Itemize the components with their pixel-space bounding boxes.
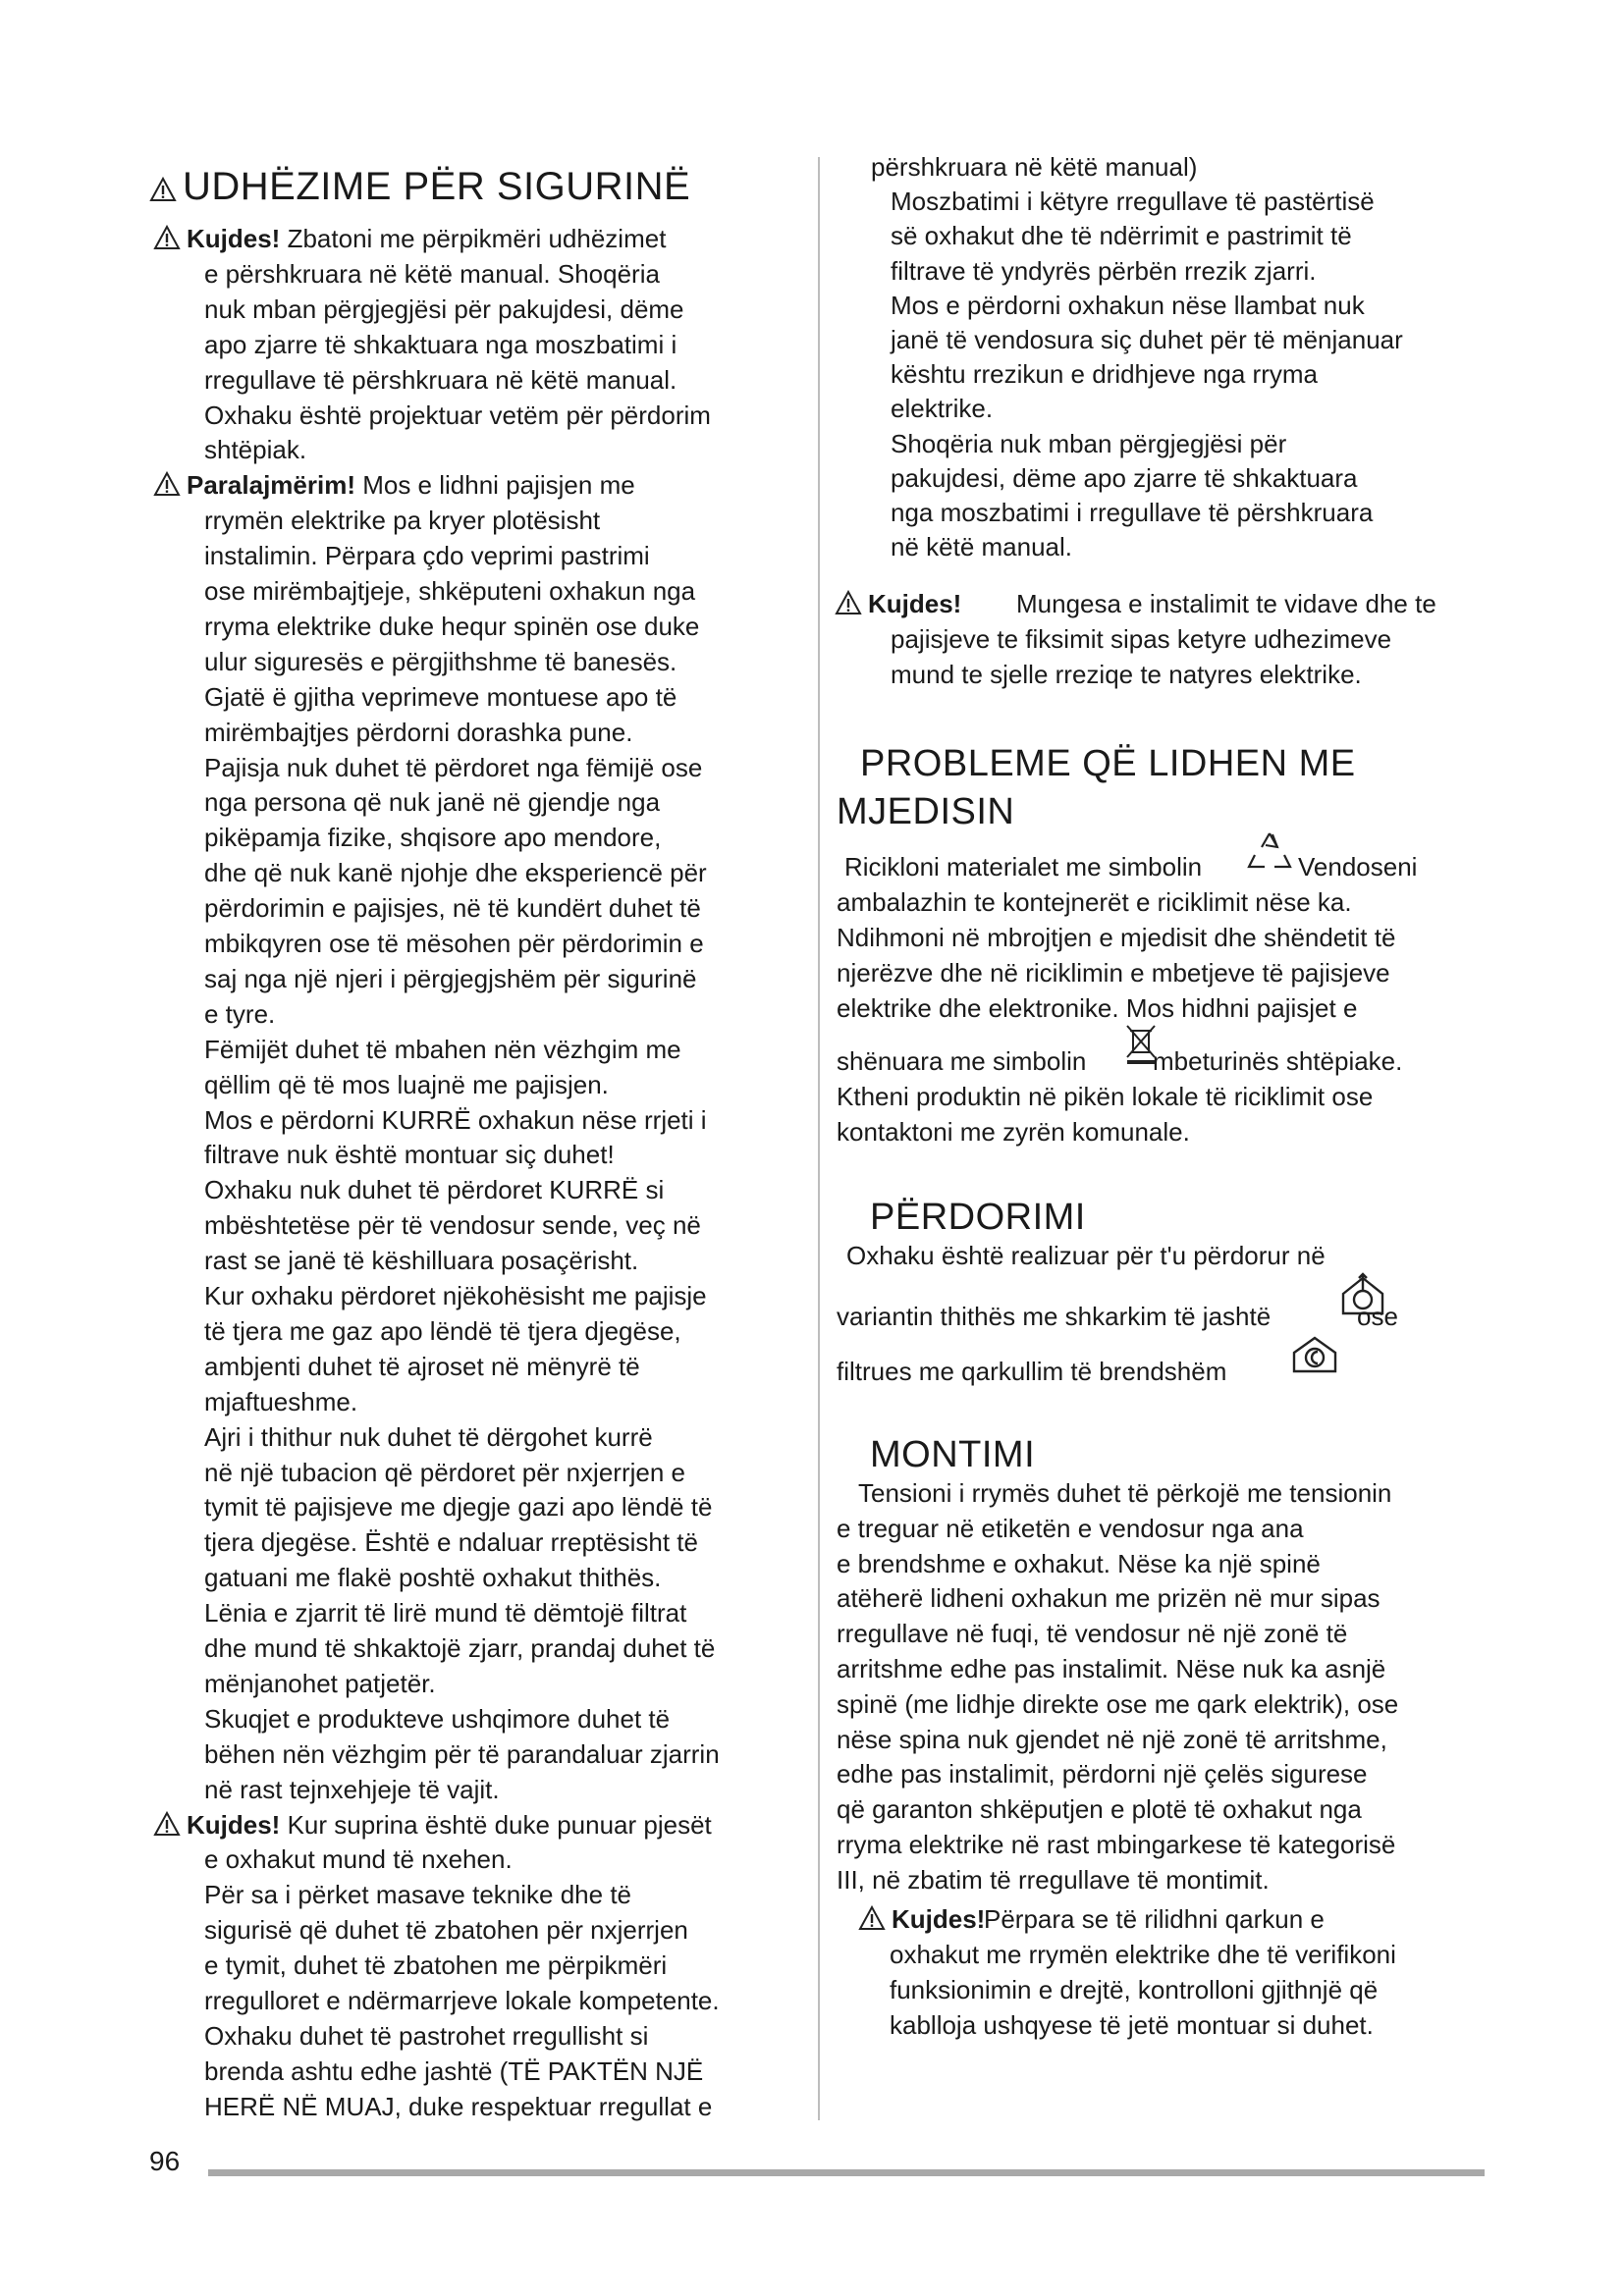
section-title-use: PËRDORIMI: [870, 1197, 1086, 1238]
warning-screws-line: pajisjeve te fiksimit sipas ketyre udhezimeve: [891, 624, 1392, 654]
recycle-icon: [1245, 829, 1294, 875]
body-line: e brendshme e oxhakut. Nëse ka një spinë: [837, 1549, 1321, 1578]
body-line: Kur oxhaku përdoret njëkohësisht me pajisje: [204, 1281, 707, 1310]
env-text: Ktheni produktin në pikën lokale të riciklimit ose: [837, 1082, 1374, 1111]
section-title-safety: UDHËZIME PËR SIGURINË: [149, 165, 690, 208]
body-line: Skuqjet e produkteve ushqimore duhet të: [204, 1704, 671, 1734]
warning-triangle-icon: [835, 590, 862, 615]
warning-line: Kujdes! Kur suprina është duke punuar pjesët: [153, 1810, 712, 1840]
body-line: janë të vendosura siç duhet për të mënjanuar: [891, 325, 1403, 354]
body-line: HERË NË MUAJ, duke respektuar rregullat e: [204, 2092, 713, 2121]
body-line: mirëmbajtjes përdorni dorashka pune.: [204, 718, 633, 747]
body-line: Oxhaku nuk duhet të përdoret KURRË si: [204, 1175, 665, 1204]
body-line: filtrave të yndyrës përbën rrezik zjarri.: [891, 256, 1317, 286]
warning-triangle-icon: [858, 1905, 886, 1931]
warning-line: Paralajmërim! Mos e lidhni pajisjen me: [153, 470, 635, 500]
body-line: e oxhakut mund të nxehen.: [204, 1844, 513, 1874]
warning-reconnect-line: oxhakut me rrymën elektrike dhe të verifikoni: [890, 1940, 1396, 1969]
body-line: e tymit, duhet të zbatohen me përpikmëri: [204, 1950, 668, 1980]
body-line: Ajri i thithur nuk duhet të dërgohet kurrë: [204, 1422, 653, 1452]
use-text-or: ose: [1357, 1302, 1398, 1331]
body-line: përshkruara në këtë manual): [871, 152, 1198, 182]
body-line: rrymën elektrike pa kryer plotësisht: [204, 506, 601, 535]
section-title-environment-2: MJEDISIN: [837, 791, 1015, 832]
body-line: nuk mban përgjegjësi për pakujdesi, dëme: [204, 294, 684, 324]
warning-reconnect-line: Përpara se të rilidhni qarkun e: [984, 1904, 1325, 1934]
body-line: Shoqëria nuk mban përgjegjësi për: [891, 429, 1287, 458]
body-line: përdorimin e pajisjes, në të kundërt duhet të: [204, 893, 701, 923]
env-text: mbeturinës shtëpiake.: [1153, 1046, 1403, 1076]
body-line: sigurisë që duhet të zbatohen për nxjerrjen: [204, 1915, 688, 1945]
body-line: filtrave nuk është montuar siç duhet!: [204, 1140, 615, 1169]
warning-triangle-icon: [153, 1811, 181, 1837]
body-line: Për sa i përket masave teknike dhe të: [204, 1880, 632, 1909]
body-line: Oxhaku duhet të pastrohet rregullisht si: [204, 2021, 649, 2051]
env-text: ambalazhin te kontejnerët e riciklimit nëse ka.: [837, 887, 1352, 917]
use-text: variantin thithës me shkarkim të jashtë: [837, 1302, 1272, 1331]
body-line: mjaftueshme.: [204, 1387, 358, 1416]
body-line: Mos e përdorni KURRË oxhakun nëse rrjeti i: [204, 1105, 707, 1135]
body-line: dhe që nuk kanë njohje dhe eksperiencë për: [204, 858, 707, 887]
body-line: rregulloret e ndërmarrjeve lokale kompetente.: [204, 1986, 720, 2015]
recirculation-icon: [1290, 1335, 1339, 1374]
section-title-environment: PROBLEME QË LIDHEN ME: [860, 743, 1356, 784]
env-text: Ricikloni materialet me simbolin: [844, 852, 1203, 881]
body-line: spinë (me lidhje direkte ose me qark elektrik), ose: [837, 1689, 1399, 1719]
body-line: rregullave në fuqi, të vendosur në një zonë të: [837, 1619, 1348, 1648]
warning-line: Kujdes! Zbatoni me përpikmëri udhëzimet: [153, 224, 666, 253]
env-text: elektrike dhe elektronike. Mos hidhni pajisjet e: [837, 993, 1358, 1023]
body-line: kështu rrezikun e dridhjeve nga rryma: [891, 359, 1318, 389]
body-line: mbështetëse për të vendosur sende, veç në: [204, 1210, 701, 1240]
body-line: Fëmijët duhet të mbahen nën vëzhgim me: [204, 1035, 681, 1064]
env-text: Vendoseni: [1298, 852, 1418, 881]
body-line: në një tubacion që përdoret për nxjerrjen e: [204, 1458, 685, 1487]
body-line: saj nga një njeri i përgjegjshëm për sigurinë: [204, 964, 697, 993]
env-text: njerëzve dhe në riciklimin e mbetjeve të pajisjeve: [837, 958, 1390, 988]
body-line: Lënia e zjarrit të lirë mund të dëmtojë filtrat: [204, 1598, 687, 1628]
env-text: Ndihmoni në mbrojtjen e mjedisit dhe shëndetit të: [837, 923, 1396, 952]
warning-triangle-icon: [149, 177, 177, 202]
body-line: tymit të pajisjeve me djegje gazi apo lëndë të: [204, 1492, 713, 1522]
warning-screws: Kujdes!: [835, 589, 961, 618]
warning-triangle-icon: [153, 225, 181, 250]
body-line: Pajisja nuk duhet të përdoret nga fëmijë ose: [204, 753, 703, 782]
body-line: edhe pas instalimit, përdorni një çelës sigurese: [837, 1759, 1368, 1789]
body-line: dhe mund të shkaktojë zjarr, prandaj duhet të: [204, 1633, 716, 1663]
body-line: tjera djegëse. Është e ndaluar rreptësisht të: [204, 1527, 698, 1557]
body-line: instalimin. Përpara çdo veprimi pastrimi: [204, 541, 650, 570]
body-line: nëse spina nuk gjendet në një zonë të arritshme,: [837, 1725, 1387, 1754]
body-line: që garanton shkëputjen e plotë të oxhakut nga: [837, 1794, 1362, 1824]
body-line: rryma elektrike në rast mbingarkese të kategorisë: [837, 1830, 1396, 1859]
body-line: mënjanohet patjetër.: [204, 1669, 436, 1698]
warning-screws-line: mund te sjelle rreziqe te natyres elektrike.: [891, 660, 1362, 689]
body-line: ose mirëmbajtjeje, shkëputeni oxhakun nga: [204, 576, 696, 606]
body-line: ambjenti duhet të ajroset në mënyrë të: [204, 1352, 640, 1381]
page-number: 96: [149, 2146, 181, 2176]
footer-rule: [208, 2169, 1485, 2176]
body-line: Mos e përdorni oxhakun nëse llambat nuk: [891, 291, 1365, 320]
column-divider: [818, 157, 820, 2120]
env-text: shënuara me simbolin: [837, 1046, 1087, 1076]
warning-reconnect-line: funksionimin e drejtë, kontrolloni gjithnjë që: [890, 1975, 1379, 2004]
body-line: ulur siguresës e përgjithshme të banesës.: [204, 647, 677, 676]
body-line: rast se janë të këshilluara posaçërisht.: [204, 1246, 639, 1275]
body-line: në këtë manual.: [891, 532, 1073, 561]
body-line: nga moszbatimi i rregullave të përshkruara: [891, 498, 1374, 527]
section-title-install: MONTIMI: [870, 1434, 1036, 1475]
body-line: rryma elektrike duke hequr spinën ose duke: [204, 612, 700, 641]
body-line: bëhen nën vëzhgim për të parandaluar zjarrin: [204, 1739, 720, 1769]
body-line: Gjatë ë gjitha veprimeve montuese apo të: [204, 682, 677, 712]
body-line: apo zjarre të shkaktuara nga moszbatimi i: [204, 330, 677, 359]
warning-reconnect: Kujdes!: [858, 1904, 985, 1934]
body-line: pikëpamja fizike, shqisore apo mendore,: [204, 823, 662, 852]
body-line: e përshkruara në këtë manual. Shoqëria: [204, 259, 660, 289]
body-line: në rast tejnxehjeje të vajit.: [204, 1775, 500, 1804]
body-line: së oxhakut dhe të ndërrimit e pastrimit të: [891, 221, 1352, 250]
body-line: III, në zbatim të rregullave të montimit.: [837, 1865, 1270, 1895]
body-line: Oxhaku është projektuar vetëm për përdorim: [204, 400, 711, 430]
body-line: mbikqyren ose të mësohen për përdorimin e: [204, 929, 704, 958]
use-text: Oxhaku është realizuar për t'u përdorur në: [846, 1241, 1326, 1270]
body-line: të tjera me gaz apo lëndë të tjera djegëse,: [204, 1316, 681, 1346]
env-text: kontaktoni me zyrën komunale.: [837, 1117, 1190, 1147]
use-text: filtrues me qarkullim të brendshëm: [837, 1357, 1227, 1386]
body-line: qëllim që të mos luajnë me pajisjen.: [204, 1070, 609, 1099]
warning-triangle-icon: [153, 471, 181, 497]
body-line: e treguar në etiketën e vendosur nga ana: [837, 1514, 1304, 1543]
body-line: shtëpiak.: [204, 435, 307, 464]
body-line: atëherë lidheni oxhakun me prizën në mur sipas: [837, 1583, 1380, 1613]
body-line: arritshme edhe pas instalimit. Nëse nuk ka asnjë: [837, 1654, 1386, 1683]
body-line: elektrike.: [891, 394, 994, 423]
body-line: rregullave të përshkruara në këtë manual.: [204, 365, 677, 395]
body-line: pakujdesi, dëme apo zjarre të shkaktuara: [891, 463, 1358, 493]
warning-reconnect-line: kablloja ushqyese të jetë montuar si duhet.: [890, 2010, 1374, 2040]
warning-screws-line: Mungesa e instalimit te vidave dhe te: [1016, 589, 1436, 618]
body-line: brenda ashtu edhe jashtë (TË PAKTËN NJË: [204, 2056, 704, 2086]
body-line: Moszbatimi i këtyre rregullave të pastërtisë: [891, 187, 1375, 216]
body-line: nga persona që nuk janë në gjendje nga: [204, 787, 661, 817]
body-line: Tensioni i rrymës duhet të përkojë me tensionin: [858, 1478, 1392, 1508]
body-line: gatuani me flakë poshtë oxhakut thithës.: [204, 1563, 662, 1592]
body-line: e tyre.: [204, 999, 276, 1029]
